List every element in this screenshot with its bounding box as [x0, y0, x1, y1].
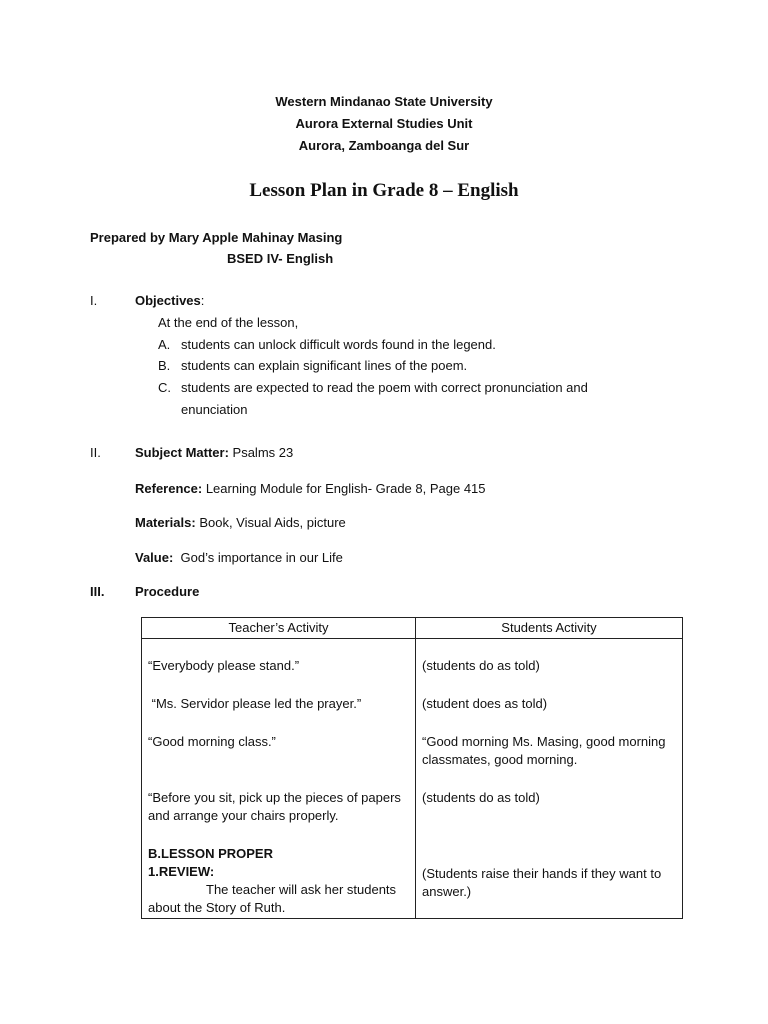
reference-value: Learning Module for English- Grade 8, Page 415 [205, 481, 486, 496]
objective-text-b: students can explain significant lines of the poem. [181, 358, 468, 373]
objectives-intro: At the end of the lesson, [158, 315, 299, 330]
materials-value: Book, Visual Aids, picture [199, 515, 346, 530]
objective-letter-c: C. [158, 380, 171, 395]
location: Aurora, Zamboanga del Sur [298, 138, 470, 153]
students-cell [416, 639, 683, 919]
student-line-1: (students do as told) [422, 658, 540, 673]
procedure-heading: Procedure [135, 584, 200, 599]
page-title: Lesson Plan in Grade 8 – English [249, 180, 519, 201]
objective-letter-a: A. [158, 337, 171, 352]
table-row [142, 639, 683, 919]
prepared-by: Prepared by Mary Apple Mahinay Masing [90, 230, 343, 245]
teacher-line-1: “Everybody please stand.” [148, 658, 300, 673]
student-line-4: (students do as told) [422, 790, 540, 805]
review-students-text: (Students raise their hands if they want to answer.) [422, 866, 662, 899]
teacher-line-2: “Ms. Servidor please led the prayer.” [148, 696, 362, 711]
objective-text-c-cont: enunciation [181, 402, 248, 417]
section-numeral-1: I. [90, 293, 98, 308]
student-line-2: (student does as told) [422, 696, 548, 711]
objective-text-c: students are expected to read the poem with correct pronunciation and [181, 380, 588, 395]
teacher-cell [142, 639, 416, 919]
objectives-label: Objectives [135, 293, 201, 308]
objectives-colon: : [200, 293, 205, 308]
header-students-activity: Students Activity [416, 618, 683, 639]
objective-text-a: students can unlock difficult words found in the legend. [181, 337, 496, 352]
unit-name: Aurora External Studies Unit [295, 116, 473, 131]
lesson-proper-heading: B.LESSON PROPER [148, 846, 273, 861]
teacher-line-4: “Before you sit, pick up the pieces of papers and arrange your chairs properly. [148, 790, 401, 823]
section-numeral-2: II. [90, 445, 101, 460]
value-value: God’s importance in our Life [180, 550, 343, 565]
review-heading: 1.REVIEW: [148, 864, 215, 879]
university-name: Western Mindanao State University [275, 94, 493, 109]
reference-line [135, 480, 486, 498]
reference-label: Reference: [135, 481, 203, 496]
table-header-row [142, 618, 683, 639]
value-label: Value: [135, 550, 174, 565]
teacher-line-3: “Good morning class.” [148, 734, 276, 749]
subject-matter-label: Subject Matter: [135, 445, 229, 460]
course: BSED IV- English [227, 251, 334, 266]
value-line [135, 549, 343, 567]
objective-letter-b: B. [158, 358, 171, 373]
subject-matter-line [135, 444, 293, 462]
materials-line [135, 514, 346, 532]
objectives-heading [135, 292, 204, 310]
subject-matter-value: Psalms 23 [232, 445, 294, 460]
section-numeral-3: III. [90, 584, 105, 599]
activity-table [141, 617, 683, 919]
student-line-3: “Good morning Ms. Masing, good morning classmates, good morning. [422, 734, 666, 767]
header-teachers-activity: Teacher’s Activity [142, 618, 416, 639]
materials-label: Materials: [135, 515, 196, 530]
review-teacher-text: The teacher will ask her students about the Story of Ruth. [148, 882, 397, 915]
